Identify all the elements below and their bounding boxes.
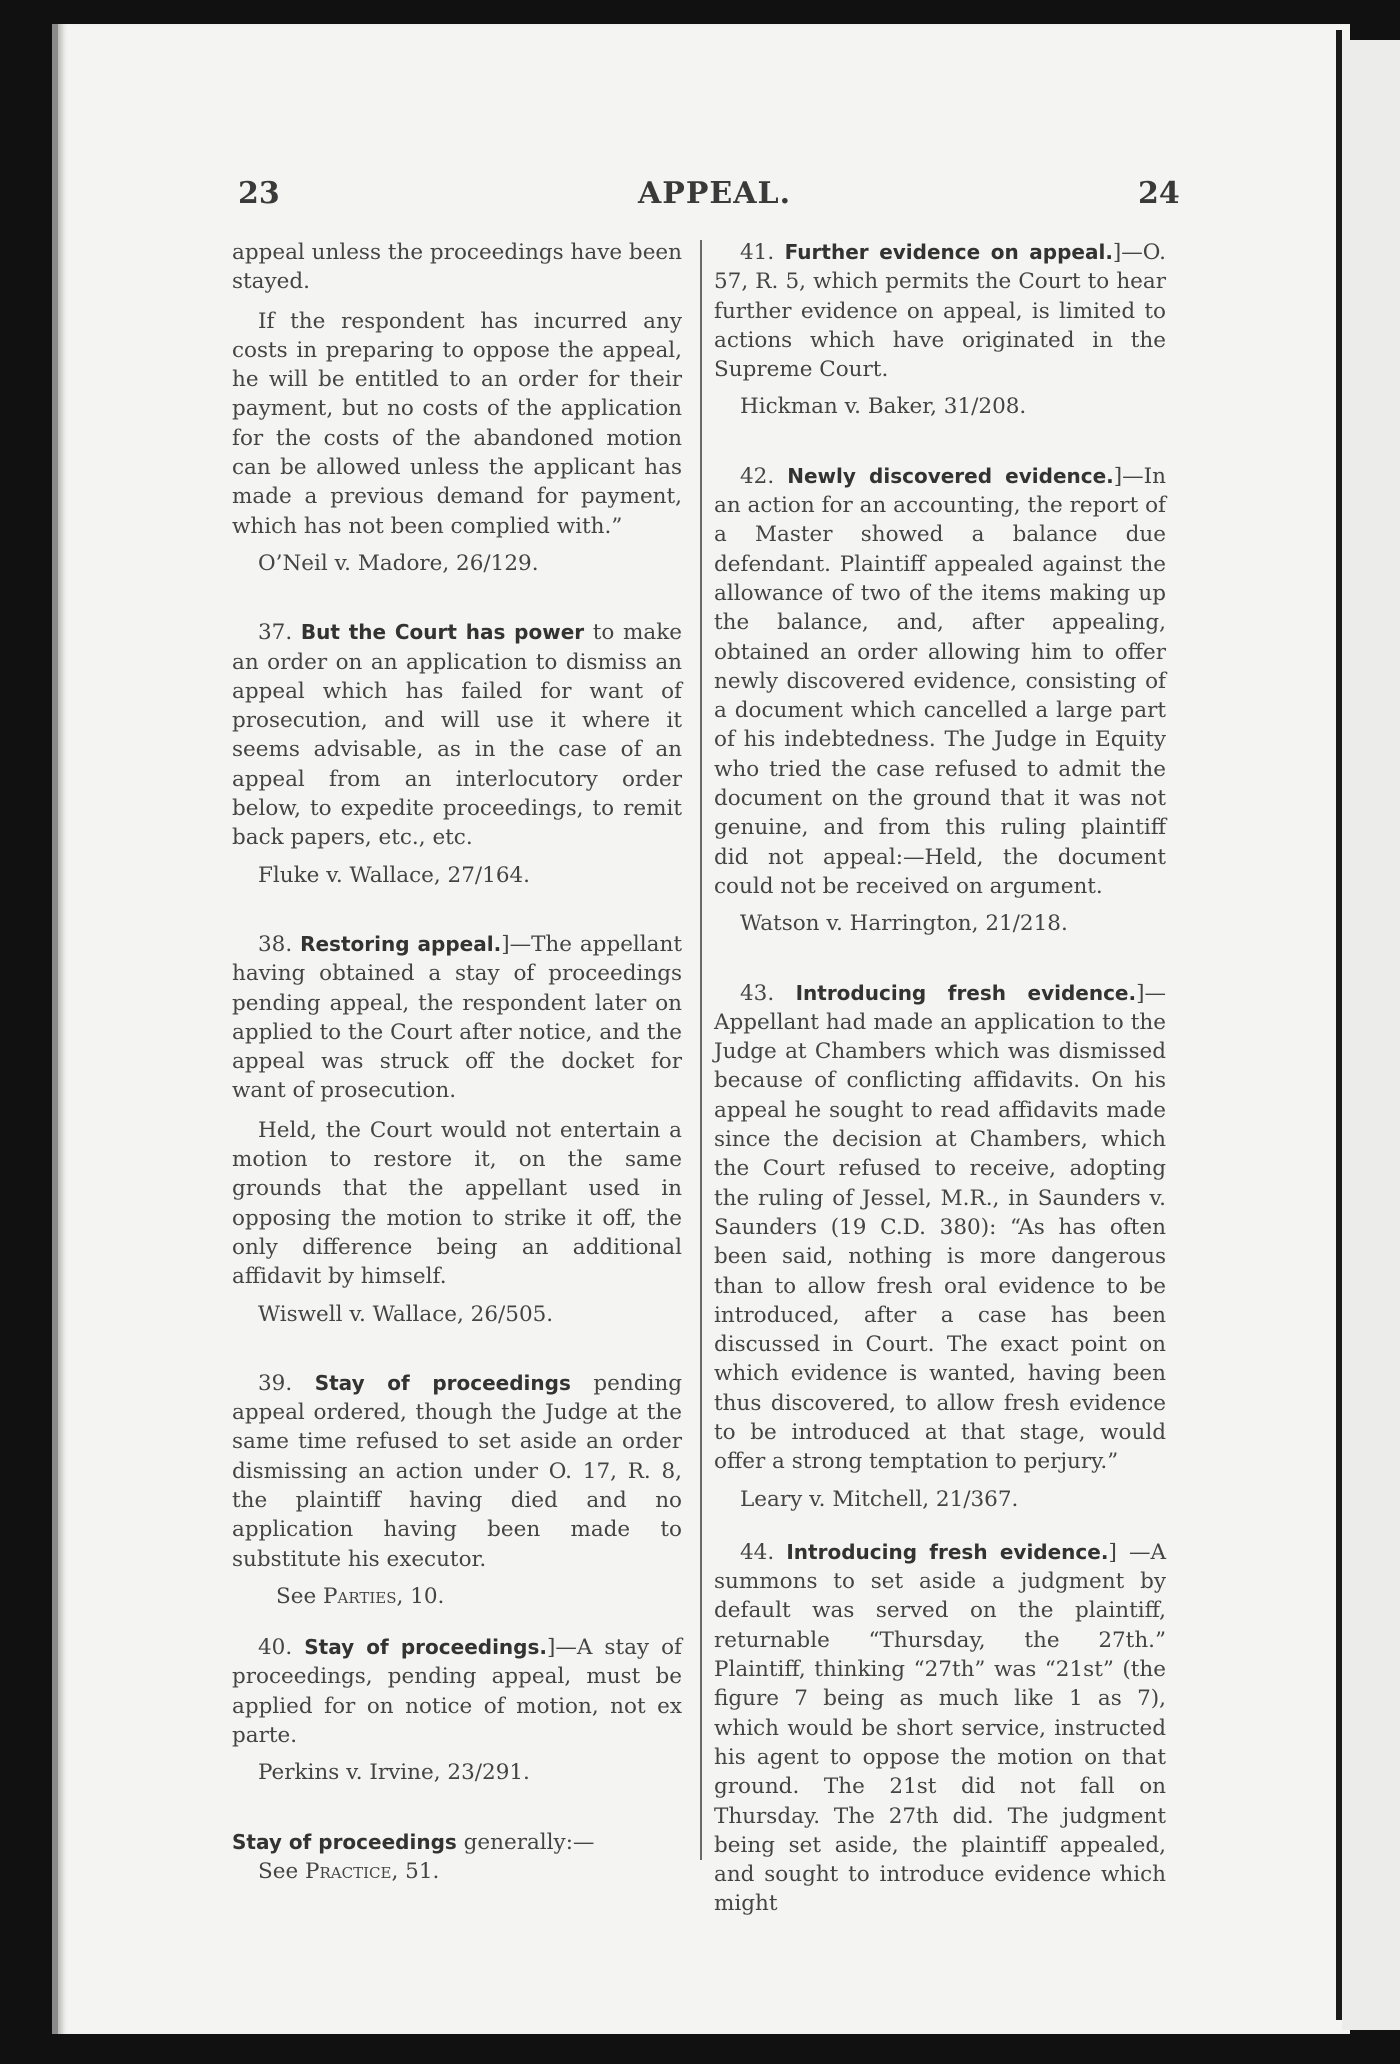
section-44 <box>714 1538 1166 1919</box>
paragraph: If the respondent has incurred any costs in preparing to oppose the appeal, he will be entitled to an order for their payment, but no costs of the application for the costs of the abandoned motion can be allowed unless the applicant has made a previous demand for payment, which has not been complied with.” <box>232 308 682 539</box>
section-heading: Introducing fresh evidence. <box>786 1539 1109 1564</box>
section-heading: Stay of proceedings. <box>304 1635 547 1660</box>
continued-paragraph: appeal unless the proceedings have been stayed. <box>232 240 682 295</box>
section-text: to make an order on an application to dismiss an appeal which has failed for want of prosecution, and will use it where it seems advisable, as in the case of an appeal from an interlocutory order below, to expedite proceedings, to remit back papers, etc., etc. <box>232 620 682 851</box>
section-text: ]—A stay of proceedings, pending appeal, must be applied for on notice of motion, not ex parte. <box>232 1635 682 1749</box>
section-38 <box>232 930 682 1106</box>
see-reference: Parties <box>323 1583 397 1609</box>
section-text: generally:— <box>463 1829 595 1855</box>
case-citation: Fluke v. Wallace, 27/164. <box>258 862 531 888</box>
section-43 <box>714 979 1166 1477</box>
case-citation: O’Neil v. Madore, 26/129. <box>258 550 539 576</box>
section-text: pending appeal ordered, though the Judge at the same time refused to set aside an order dismissing an action under O. 17, R. 8, the plaintiff having died and no application having been made to substitute his executor. <box>232 1370 682 1572</box>
cross-reference <box>232 1582 682 1611</box>
case-citation: Watson v. Harrington, 21/218. <box>740 911 1068 937</box>
see-label: See <box>276 1583 317 1609</box>
section-text: ] —A summons to set aside a judgment by default was served on the plaintiff, returnable “Thursday, the 27th.” Plaintiff, thinking “27th” was “21st” (the figure 7 being as much like 1 as 7), which would be short service, instructed his agent to oppose the motion on that ground. The 21st did not fall on Thursday. The 27th did. The judgment being set aside, the plaintiff appealed, and sought to introduce evidence which might <box>714 1539 1166 1917</box>
see-reference: Practice <box>305 1858 392 1884</box>
section-text: ]—The appellant having obtained a stay of proceedings pending appeal, the respondent later on applied to the Court after notice, and the appeal was struck off the docket for want of prosecution. <box>232 931 682 1104</box>
paragraph: Held, the Court would not entertain a motion to restore it, on the same grounds that the appellant used in opposing the motion to strike it off, the only difference being an additional affidavit by himself. <box>232 1117 682 1290</box>
section-number: 42. <box>740 463 775 489</box>
section-37 <box>232 618 682 852</box>
section-heading: Further evidence on appeal. <box>784 240 1113 264</box>
column-divider <box>700 240 702 1860</box>
case-citation: Leary v. Mitchell, 21/367. <box>740 1486 1019 1512</box>
section-number: 43. <box>740 980 775 1006</box>
section-heading: Stay of proceedings <box>232 1829 457 1854</box>
right-column <box>714 238 1166 1919</box>
case-citation: Hickman v. Baker, 31/208. <box>740 394 1027 420</box>
see-number: , 51. <box>391 1858 440 1884</box>
section-39 <box>232 1369 682 1574</box>
running-title: APPEAL. <box>638 176 792 211</box>
adjacent-page-edge <box>1342 40 1400 2030</box>
case-citation: Wiswell v. Wallace, 26/505. <box>258 1301 554 1327</box>
section-42 <box>714 462 1166 901</box>
cross-reference <box>232 1857 682 1886</box>
section-text: ]—Appellant had made an application to the Judge at Chambers which was dismissed because of conflicting affidavits. On his appeal he sought to read affidavits made since the decision at Chambers, which the Court refused to receive, adopting the ruling of Jessel, M.R., in Saunders v. Saunders (19 C.D. 380): “As has often been said, nothing is more dangerous than to allow fresh oral evidence to be introduced, after a case has been discussed in Court. The exact point on which evidence is wanted, having been thus discovered, to allow fresh evidence to be introduced at that stage, would offer a strong temptation to perjury.” <box>714 980 1166 1475</box>
section-40 <box>232 1633 682 1750</box>
section-number: 44. <box>740 1539 775 1565</box>
section-heading: Stay of proceedings <box>314 1370 571 1395</box>
section-number: 38. <box>258 931 293 957</box>
see-label: See <box>258 1858 299 1884</box>
section-41 <box>714 238 1166 384</box>
see-number: , 10. <box>396 1583 445 1609</box>
case-citation: Perkins v. Irvine, 23/291. <box>258 1760 530 1786</box>
section-text: ]—O. 57, R. 5, which permits the Court to hear further evidence on appeal, is limited to actions which have originated in the Supreme Court. <box>714 240 1167 383</box>
page-number-right: 24 <box>1138 176 1180 211</box>
general-reference <box>232 1828 682 1857</box>
section-number: 39. <box>258 1370 293 1396</box>
section-heading: Newly discovered evidence. <box>787 463 1114 488</box>
section-heading: Introducing fresh evidence. <box>795 980 1137 1005</box>
section-number: 40. <box>258 1635 293 1661</box>
left-column <box>232 238 682 1886</box>
section-number: 37. <box>258 620 293 646</box>
section-heading: But the Court has power <box>300 620 585 645</box>
section-heading: Restoring appeal. <box>300 931 502 956</box>
section-number: 41. <box>740 240 775 265</box>
page-number-left: 23 <box>238 176 280 211</box>
section-text: ]—In an action for an accounting, the report of a Master showed a balance due defendant. Plaintiff appealed against the allowance of two of the items making up the balance, and, after appealing, obtained an order allowing him to offer newly discovered evidence, consisting of a document which cancelled a large part of his indebtedness. The Judge in Equity who tried the case refused to admit the document on the ground that it was not genuine, and from this ruling plaintiff did not appeal:—Held, the document could not be received on argument. <box>714 463 1166 899</box>
